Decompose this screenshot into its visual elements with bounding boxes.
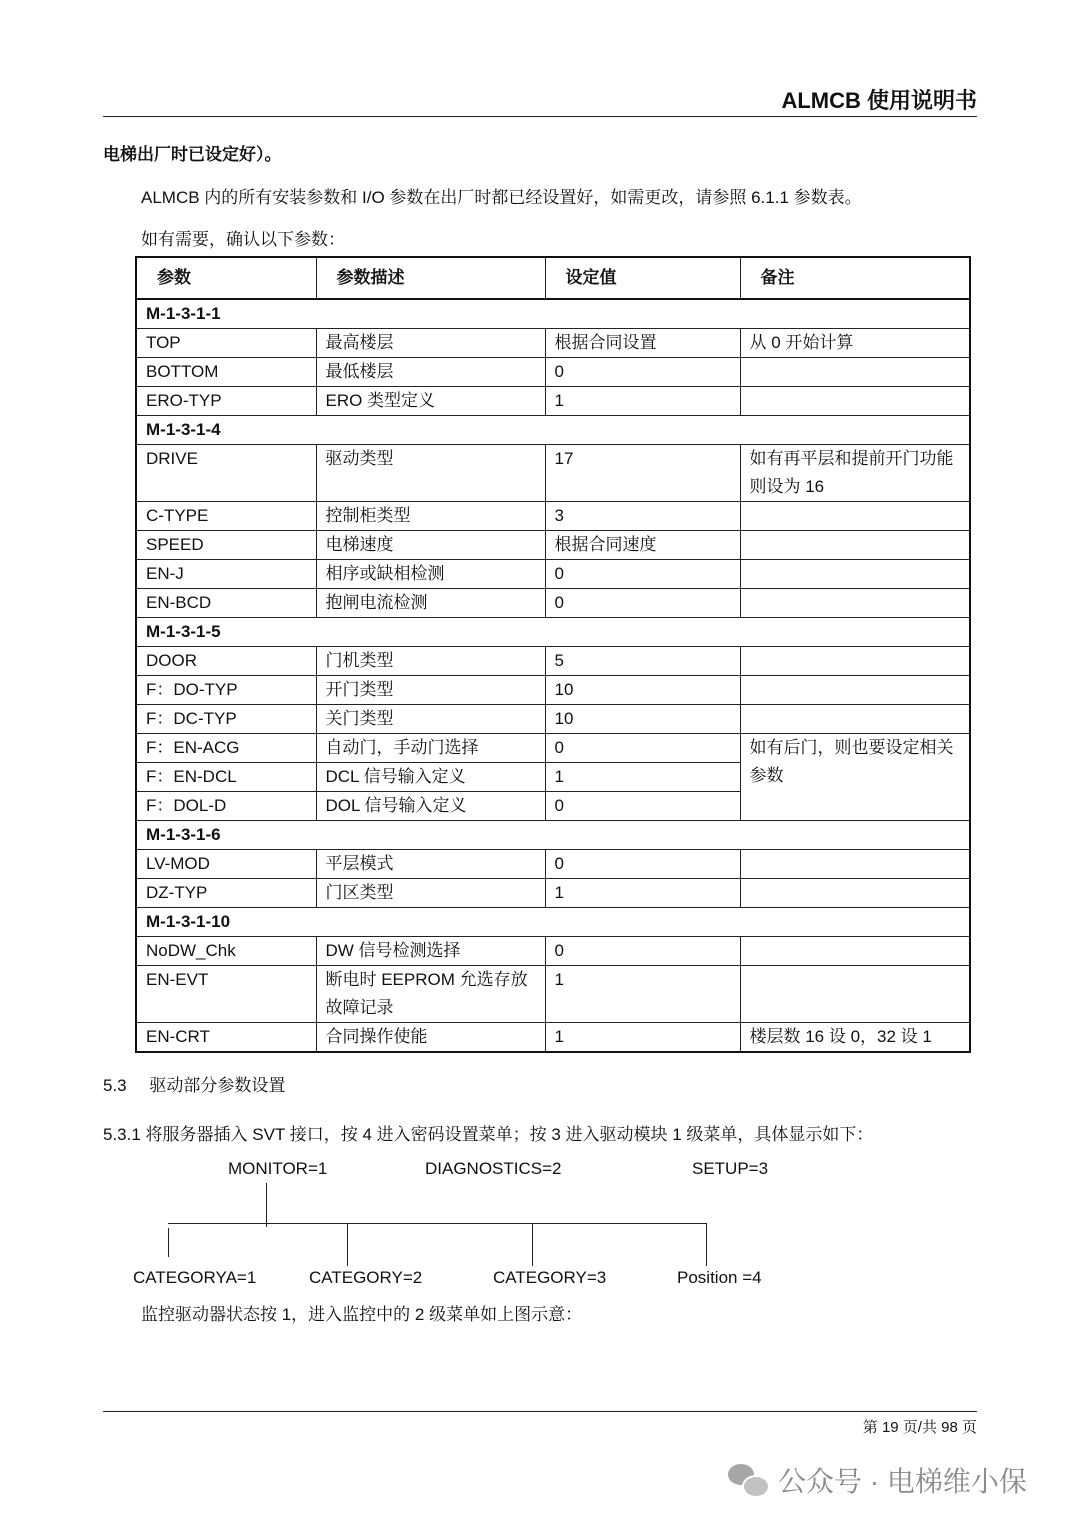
watermark: [728, 1460, 1027, 1500]
section-heading: [103, 1071, 285, 1096]
value-cell: 0: [545, 937, 740, 966]
param-cell: F：EN-DCL: [136, 763, 316, 792]
intro-line-1: 电梯出厂时已设定好）。: [103, 145, 282, 164]
group-row: [136, 908, 970, 937]
table-row: [136, 358, 970, 387]
table-row: [136, 329, 970, 358]
param-cell: F：DOL-D: [136, 792, 316, 821]
desc-cell: 开门类型: [316, 676, 545, 705]
note-cell: [740, 387, 970, 416]
diagram-caption: 监控驱动器状态按 1，进入监控中的 2 级菜单如上图示意：: [141, 1305, 583, 1324]
table-row: [136, 966, 970, 1023]
value-cell: 17: [545, 445, 740, 502]
desc-cell: 最低楼层: [316, 358, 545, 387]
group-name: M-1-3-1-10: [136, 908, 970, 937]
desc-cell: 关门类型: [316, 705, 545, 734]
tree-node-position: Position =4: [677, 1268, 762, 1287]
table-row: [136, 676, 970, 705]
table-row: [136, 445, 970, 502]
value-cell: 1: [545, 966, 740, 1023]
desc-cell: 门机类型: [316, 647, 545, 676]
param-cell: LV-MOD: [136, 850, 316, 879]
tree-connector-drop: [168, 1228, 169, 1257]
table-row: [136, 705, 970, 734]
desc-cell: 控制柜类型: [316, 502, 545, 531]
section-number: 5.3: [103, 1076, 127, 1095]
param-cell: DOOR: [136, 647, 316, 676]
tree-connector-drop: [706, 1223, 707, 1266]
value-cell: 0: [545, 850, 740, 879]
desc-cell: DW 信号检测选择: [316, 937, 545, 966]
note-cell: [740, 531, 970, 560]
subsection-text: 5.3.1 将服务器插入 SVT 接口，按 4 进入密码设置菜单；按 3 进入驱动模块 1 级菜单，具体显示如下：: [103, 1125, 874, 1144]
param-cell: BOTTOM: [136, 358, 316, 387]
value-cell: 5: [545, 647, 740, 676]
note-cell: [740, 676, 970, 705]
value-cell: 0: [545, 560, 740, 589]
value-cell: 0: [545, 792, 740, 821]
param-cell: EN-BCD: [136, 589, 316, 618]
desc-cell: DCL 信号输入定义: [316, 763, 545, 792]
note-cell: 如有后门，则也要设定相关参数: [740, 734, 970, 821]
group-name: M-1-3-1-6: [136, 821, 970, 850]
value-cell: 3: [545, 502, 740, 531]
group-row: [136, 299, 970, 329]
desc-cell: 合同操作使能: [316, 1023, 545, 1053]
tree-connector-vertical: [266, 1183, 267, 1227]
note-cell: 从 0 开始计算: [740, 329, 970, 358]
note-cell: [740, 705, 970, 734]
param-cell: NoDW_Chk: [136, 937, 316, 966]
desc-cell: DOL 信号输入定义: [316, 792, 545, 821]
desc-cell: 抱闸电流检测: [316, 589, 545, 618]
table-row: [136, 1023, 970, 1053]
header-value: 设定值: [545, 257, 740, 299]
group-name: M-1-3-1-4: [136, 416, 970, 445]
note-cell: 如有再平层和提前开门功能则设为 16: [740, 445, 970, 502]
table-row: [136, 589, 970, 618]
param-cell: DRIVE: [136, 445, 316, 502]
value-cell: 1: [545, 879, 740, 908]
table-row: [136, 502, 970, 531]
note-cell: [740, 966, 970, 1023]
value-cell: 1: [545, 763, 740, 792]
note-cell: [740, 647, 970, 676]
section-title: 驱动部分参数设置: [149, 1076, 286, 1095]
value-cell: 1: [545, 387, 740, 416]
desc-cell: 驱动类型: [316, 445, 545, 502]
param-cell: F：DO-TYP: [136, 676, 316, 705]
tree-node-diagnostics: DIAGNOSTICS=2: [425, 1159, 562, 1178]
group-name: M-1-3-1-5: [136, 618, 970, 647]
tree-node-category-2: CATEGORY=2: [309, 1268, 423, 1287]
tree-node-monitor: MONITOR=1: [228, 1159, 328, 1178]
header-note: 备注: [740, 257, 970, 299]
param-cell: C-TYPE: [136, 502, 316, 531]
tree-connector-drop: [532, 1223, 533, 1266]
note-cell: [740, 850, 970, 879]
desc-cell: ERO 类型定义: [316, 387, 545, 416]
value-cell: 根据合同速度: [545, 531, 740, 560]
table-row: [136, 850, 970, 879]
header-divider: [103, 116, 977, 117]
wechat-icon: [728, 1462, 768, 1498]
note-cell: [740, 560, 970, 589]
param-cell: F：DC-TYP: [136, 705, 316, 734]
tree-node-category-a: CATEGORYA=1: [133, 1268, 257, 1287]
table-row: [136, 937, 970, 966]
desc-cell: 断电时 EEPROM 允选存放故障记录: [316, 966, 545, 1023]
tree-connector-horizontal: [168, 1223, 707, 1224]
parameter-table: [135, 256, 971, 1053]
table-row: [136, 647, 970, 676]
param-cell: TOP: [136, 329, 316, 358]
desc-cell: 相序或缺相检测: [316, 560, 545, 589]
desc-cell: 电梯速度: [316, 531, 545, 560]
note-cell: [740, 502, 970, 531]
table-row: [136, 387, 970, 416]
param-cell: EN-CRT: [136, 1023, 316, 1053]
value-cell: 0: [545, 734, 740, 763]
table-row: [136, 560, 970, 589]
desc-cell: 平层模式: [316, 850, 545, 879]
table-row: [136, 734, 970, 763]
table-row: [136, 879, 970, 908]
value-cell: 10: [545, 705, 740, 734]
group-name: M-1-3-1-1: [136, 299, 970, 329]
intro-line-3: 如有需要，确认以下参数：: [141, 230, 345, 249]
note-cell: [740, 879, 970, 908]
param-cell: F：EN-ACG: [136, 734, 316, 763]
note-cell: [740, 589, 970, 618]
table-header-row: [136, 257, 970, 299]
desc-cell: 门区类型: [316, 879, 545, 908]
group-row: [136, 821, 970, 850]
desc-cell: 最高楼层: [316, 329, 545, 358]
tree-node-setup: SETUP=3: [692, 1159, 769, 1178]
watermark-text: 公众号 · 电梯维小保: [778, 1466, 1027, 1497]
param-cell: EN-J: [136, 560, 316, 589]
value-cell: 1: [545, 1023, 740, 1053]
value-cell: 0: [545, 589, 740, 618]
document-title: ALMCB 使用说明书: [781, 88, 977, 113]
note-cell: 楼层数 16 设 0，32 设 1: [740, 1023, 970, 1053]
tree-connector-drop: [347, 1223, 348, 1266]
group-row: [136, 416, 970, 445]
group-row: [136, 618, 970, 647]
footer-divider: [103, 1411, 977, 1412]
param-cell: SPEED: [136, 531, 316, 560]
note-cell: [740, 937, 970, 966]
tree-node-category-3: CATEGORY=3: [493, 1268, 607, 1287]
header-param: 参数: [136, 257, 316, 299]
value-cell: 10: [545, 676, 740, 705]
table-row: [136, 531, 970, 560]
intro-line-2: ALMCB 内的所有安装参数和 I/O 参数在出厂时都已经设置好，如需更改，请参照 6.1.1 参数表。: [141, 188, 862, 207]
value-cell: 0: [545, 358, 740, 387]
note-cell: [740, 358, 970, 387]
page-number: 第 19 页/共 98 页: [862, 1419, 977, 1436]
value-cell: 根据合同设置: [545, 329, 740, 358]
param-cell: EN-EVT: [136, 966, 316, 1023]
param-cell: DZ-TYP: [136, 879, 316, 908]
header-desc: 参数描述: [316, 257, 545, 299]
param-cell: ERO-TYP: [136, 387, 316, 416]
desc-cell: 自动门，手动门选择: [316, 734, 545, 763]
